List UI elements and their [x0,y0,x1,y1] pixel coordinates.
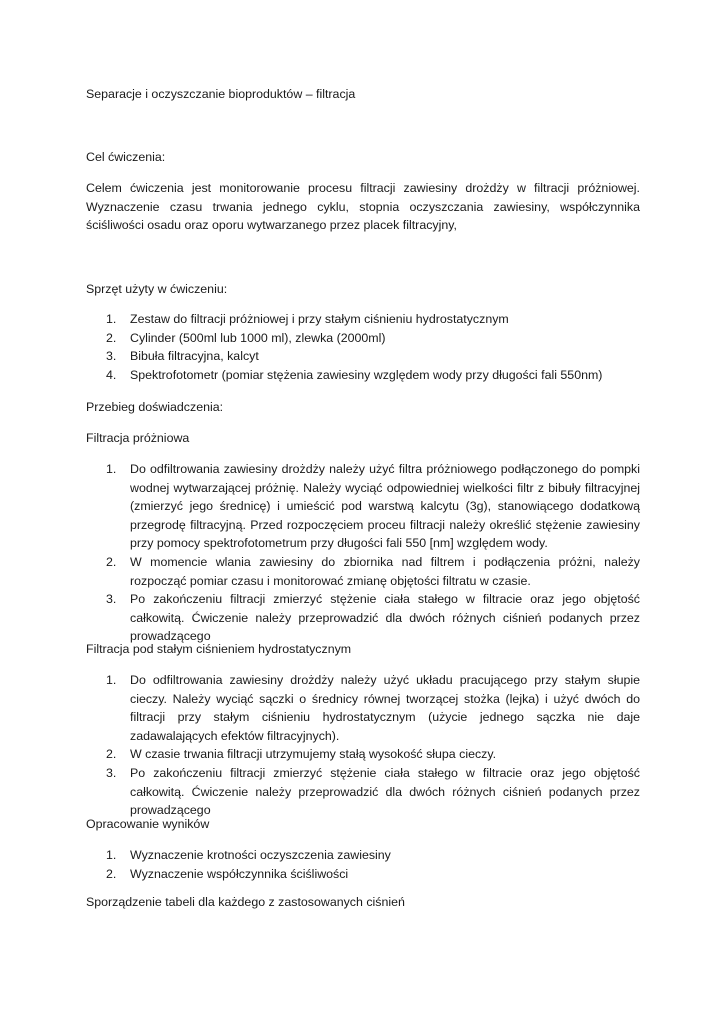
list-item [86,865,640,884]
list-number: 3. [106,592,117,607]
list-item [86,671,640,745]
list-item [86,310,640,329]
goal-text: Celem ćwiczenia jest monitorowanie procesu filtracji zawiesiny drożdży w filtracji próżniowej. Wyznaczenie czasu trwania jednego cyklu, stopnia oczyszczania zawiesiny, współczynnika ściśliwości osadu oraz oporu wytwarzanego przez placek filtracyjny, [86,181,640,233]
list-text: W czasie trwania filtracji utrzymujemy stałą wysokość słupa cieczy. [130,747,497,762]
vacuum-steps-list [86,460,640,646]
list-number: 1. [106,673,117,687]
list-item [86,553,640,590]
results-list [86,846,640,883]
list-number: 2. [106,866,117,881]
list-number: 4. [106,367,117,382]
list-text: W momencie wlania zawiesiny do zbiornika nad filtrem i podłączenia próżni, należy rozpocząć pomiar czasu i monitorować zmianę objętości filtratu w czasie. [130,554,640,588]
list-number: 1. [106,848,117,862]
list-number: 2. [106,554,117,569]
list-number: 1. [106,462,117,476]
list-text: Wyznaczenie współczynnika ściśliwości [130,866,349,881]
list-text: Do odfiltrowania zawiesiny drożdży należy użyć filtra próżniowego podłączonego do pompki wodnej wytwarzającej próżnię. Należy wyciąć odpowiedniej wielkości filtr z bibuły filtracyjnej (zmierzyć jego średnicę) i umieścić pod warstwą kalcytu (3g), stanowiącego dodatkową przegrodę filtracyjną. Przed rozpoczęciem proceu filtracji należy określić stężenie zawiesiny przy pomocy spektrofotometrum przy długości fali 550 [nm] względem wody. [130,462,640,551]
document-title: Separacje i oczyszczanie bioproduktów – filtracja [86,87,356,101]
vacuum-heading: Filtracja próżniowa [86,431,190,445]
list-text: Po zakończeniu filtracji zmierzyć stężenie ciała stałego w filtracie oraz jego objętość całkowitą. Ćwiczenie należy przeprowadzić dla dwóch różnych ciśnień podanych przez prowadzącego [130,765,640,818]
list-text: Cylinder (500ml lub 1000 ml), zlewka (2000ml) [130,330,386,345]
list-item [86,329,640,348]
goal-heading: Cel ćwiczenia: [86,150,166,164]
list-item [86,745,640,764]
equipment-list [86,310,640,384]
list-item [86,347,640,366]
list-text: Do odfiltrowania zawiesiny drożdży należy użyć układu pracującego przy stałym słupie cieczy. Należy wyciąć sączki o średnicy równej tworzącej stożka (lejka) i użyć dwóch do filtracji przy stałym ciśnieniu hydrostatycznym (użycie jednego sączka nie daje zadawalających efektów filtracyjnych). [130,673,640,743]
list-item [86,590,640,646]
results-heading: Opracowanie wyników [86,817,210,831]
list-number: 3. [106,349,117,364]
procedure-heading: Przebieg doświadczenia: [86,400,224,414]
list-item [86,460,640,553]
list-item [86,846,640,865]
list-number: 2. [106,747,117,762]
table-note: Sporządzenie tabeli dla każdego z zastosowanych ciśnień [86,895,405,909]
list-text: Zestaw do filtracji próżniowej i przy stałym ciśnieniu hydrostatycznym [130,312,509,326]
list-item [86,764,640,820]
list-text: Spektrofotometr (pomiar stężenia zawiesiny względem wody przy długości fali 550nm) [130,367,603,382]
hydrostatic-heading: Filtracja pod stałym ciśnieniem hydrostatycznym [86,642,352,656]
list-text: Po zakończeniu filtracji zmierzyć stężenie ciała stałego w filtracie oraz jego objętość całkowitą. Ćwiczenie należy przeprowadzić dla dwóch różnych ciśnień podanych przez prowadzącego [130,592,640,644]
list-number: 3. [106,765,117,780]
equipment-heading: Sprzęt użyty w ćwiczeniu: [86,282,228,296]
list-item [86,366,640,385]
list-number: 1. [106,312,117,326]
hydrostatic-steps-list [86,671,640,820]
list-text: Bibuła filtracyjna, kalcyt [130,349,259,364]
list-number: 2. [106,330,117,345]
list-text: Wyznaczenie krotności oczyszczenia zawiesiny [130,848,391,862]
